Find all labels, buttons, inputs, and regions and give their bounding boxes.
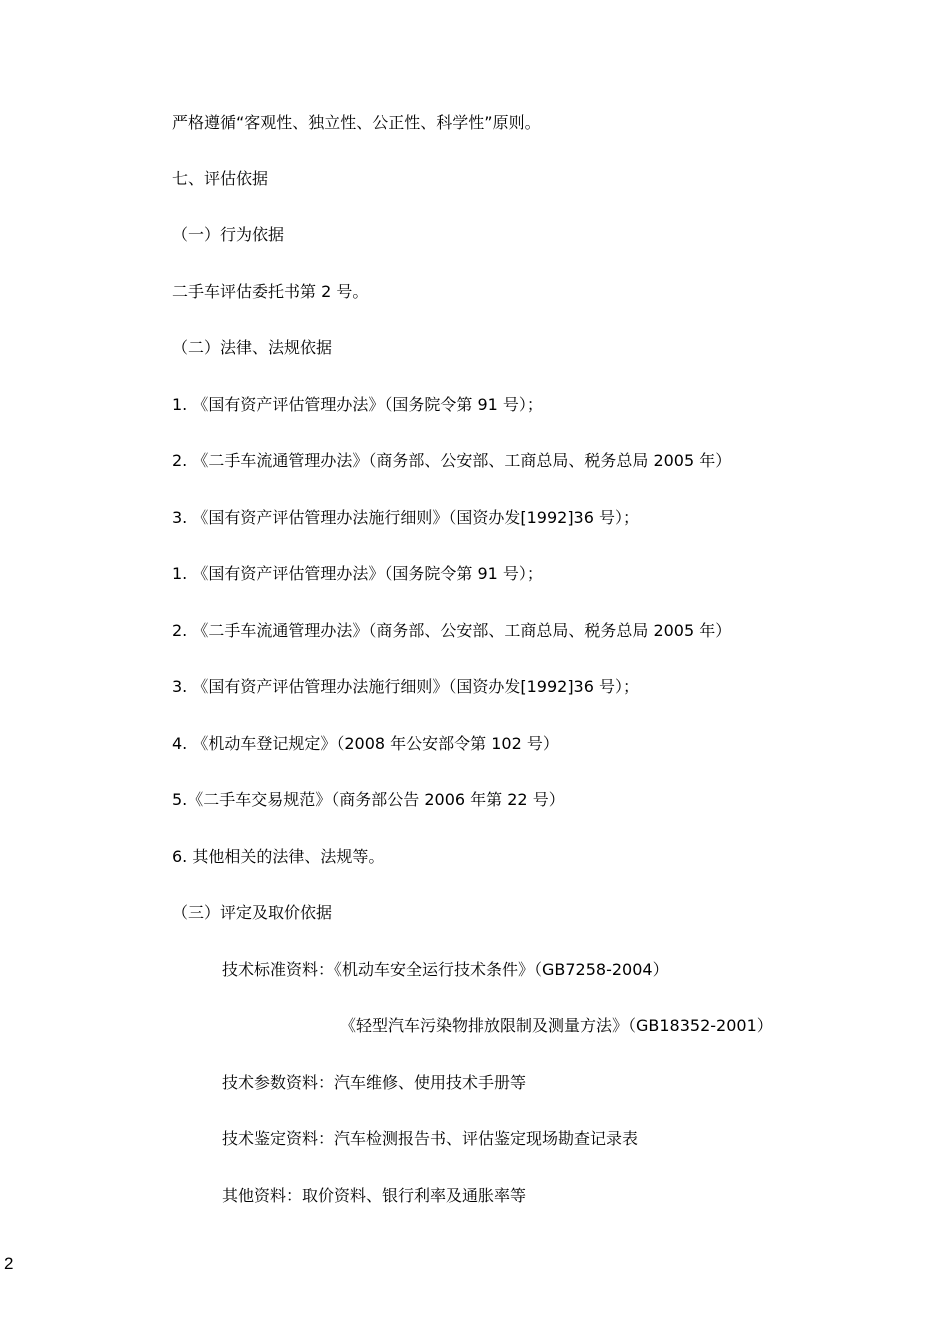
other-materials-text: 其他资料：取价资料、银行利率及通胀率等	[222, 1186, 527, 1205]
list-item: 3. 《国有资产评估管理办法施行细则》（国资办发[1992]36 号）；	[172, 508, 640, 527]
paragraph-text: 二手车评估委托书第 2 号。	[172, 282, 369, 301]
technical-appraisal-text: 技术鉴定资料：汽车检测报告书、评估鉴定现场勘查记录表	[222, 1129, 639, 1148]
technical-parameter-text: 技术参数资料：汽车维修、使用技术手册等	[222, 1073, 527, 1092]
technical-standard-text: 技术标准资料：《机动车安全运行技术条件》（GB7258-2004）	[222, 960, 669, 979]
section-heading-7: 七、评估依据	[172, 169, 269, 188]
subsection-heading-2: （二）法律、法规依据	[172, 338, 333, 357]
list-item: 4. 《机动车登记规定》（2008 年公安部令第 102 号）	[172, 734, 559, 753]
list-item: 3. 《国有资产评估管理办法施行细则》（国资办发[1992]36 号）；	[172, 677, 640, 696]
subsection-heading-1: （一）行为依据	[172, 225, 285, 244]
page-number: 2	[4, 1254, 14, 1273]
subsection-heading-3: （三）评定及取价依据	[172, 903, 333, 922]
list-item: 1. 《国有资产评估管理办法》（国务院令第 91 号）；	[172, 564, 543, 583]
list-item: 2. 《二手车流通管理办法》（商务部、公安部、工商总局、税务总局 2005 年）	[172, 621, 732, 640]
list-item: 5.《二手车交易规范》（商务部公告 2006 年第 22 号）	[172, 790, 565, 809]
principle-text: 严格遵循“客观性、独立性、公正性、科学性”原则。	[172, 113, 541, 132]
technical-standard-continuation: 《轻型汽车污染物排放限制及测量方法》（GB18352-2001）	[340, 1016, 773, 1035]
list-item: 1. 《国有资产评估管理办法》（国务院令第 91 号）；	[172, 395, 543, 414]
list-item: 2. 《二手车流通管理办法》（商务部、公安部、工商总局、税务总局 2005 年）	[172, 451, 732, 470]
list-item: 6. 其他相关的法律、法规等。	[172, 847, 385, 866]
